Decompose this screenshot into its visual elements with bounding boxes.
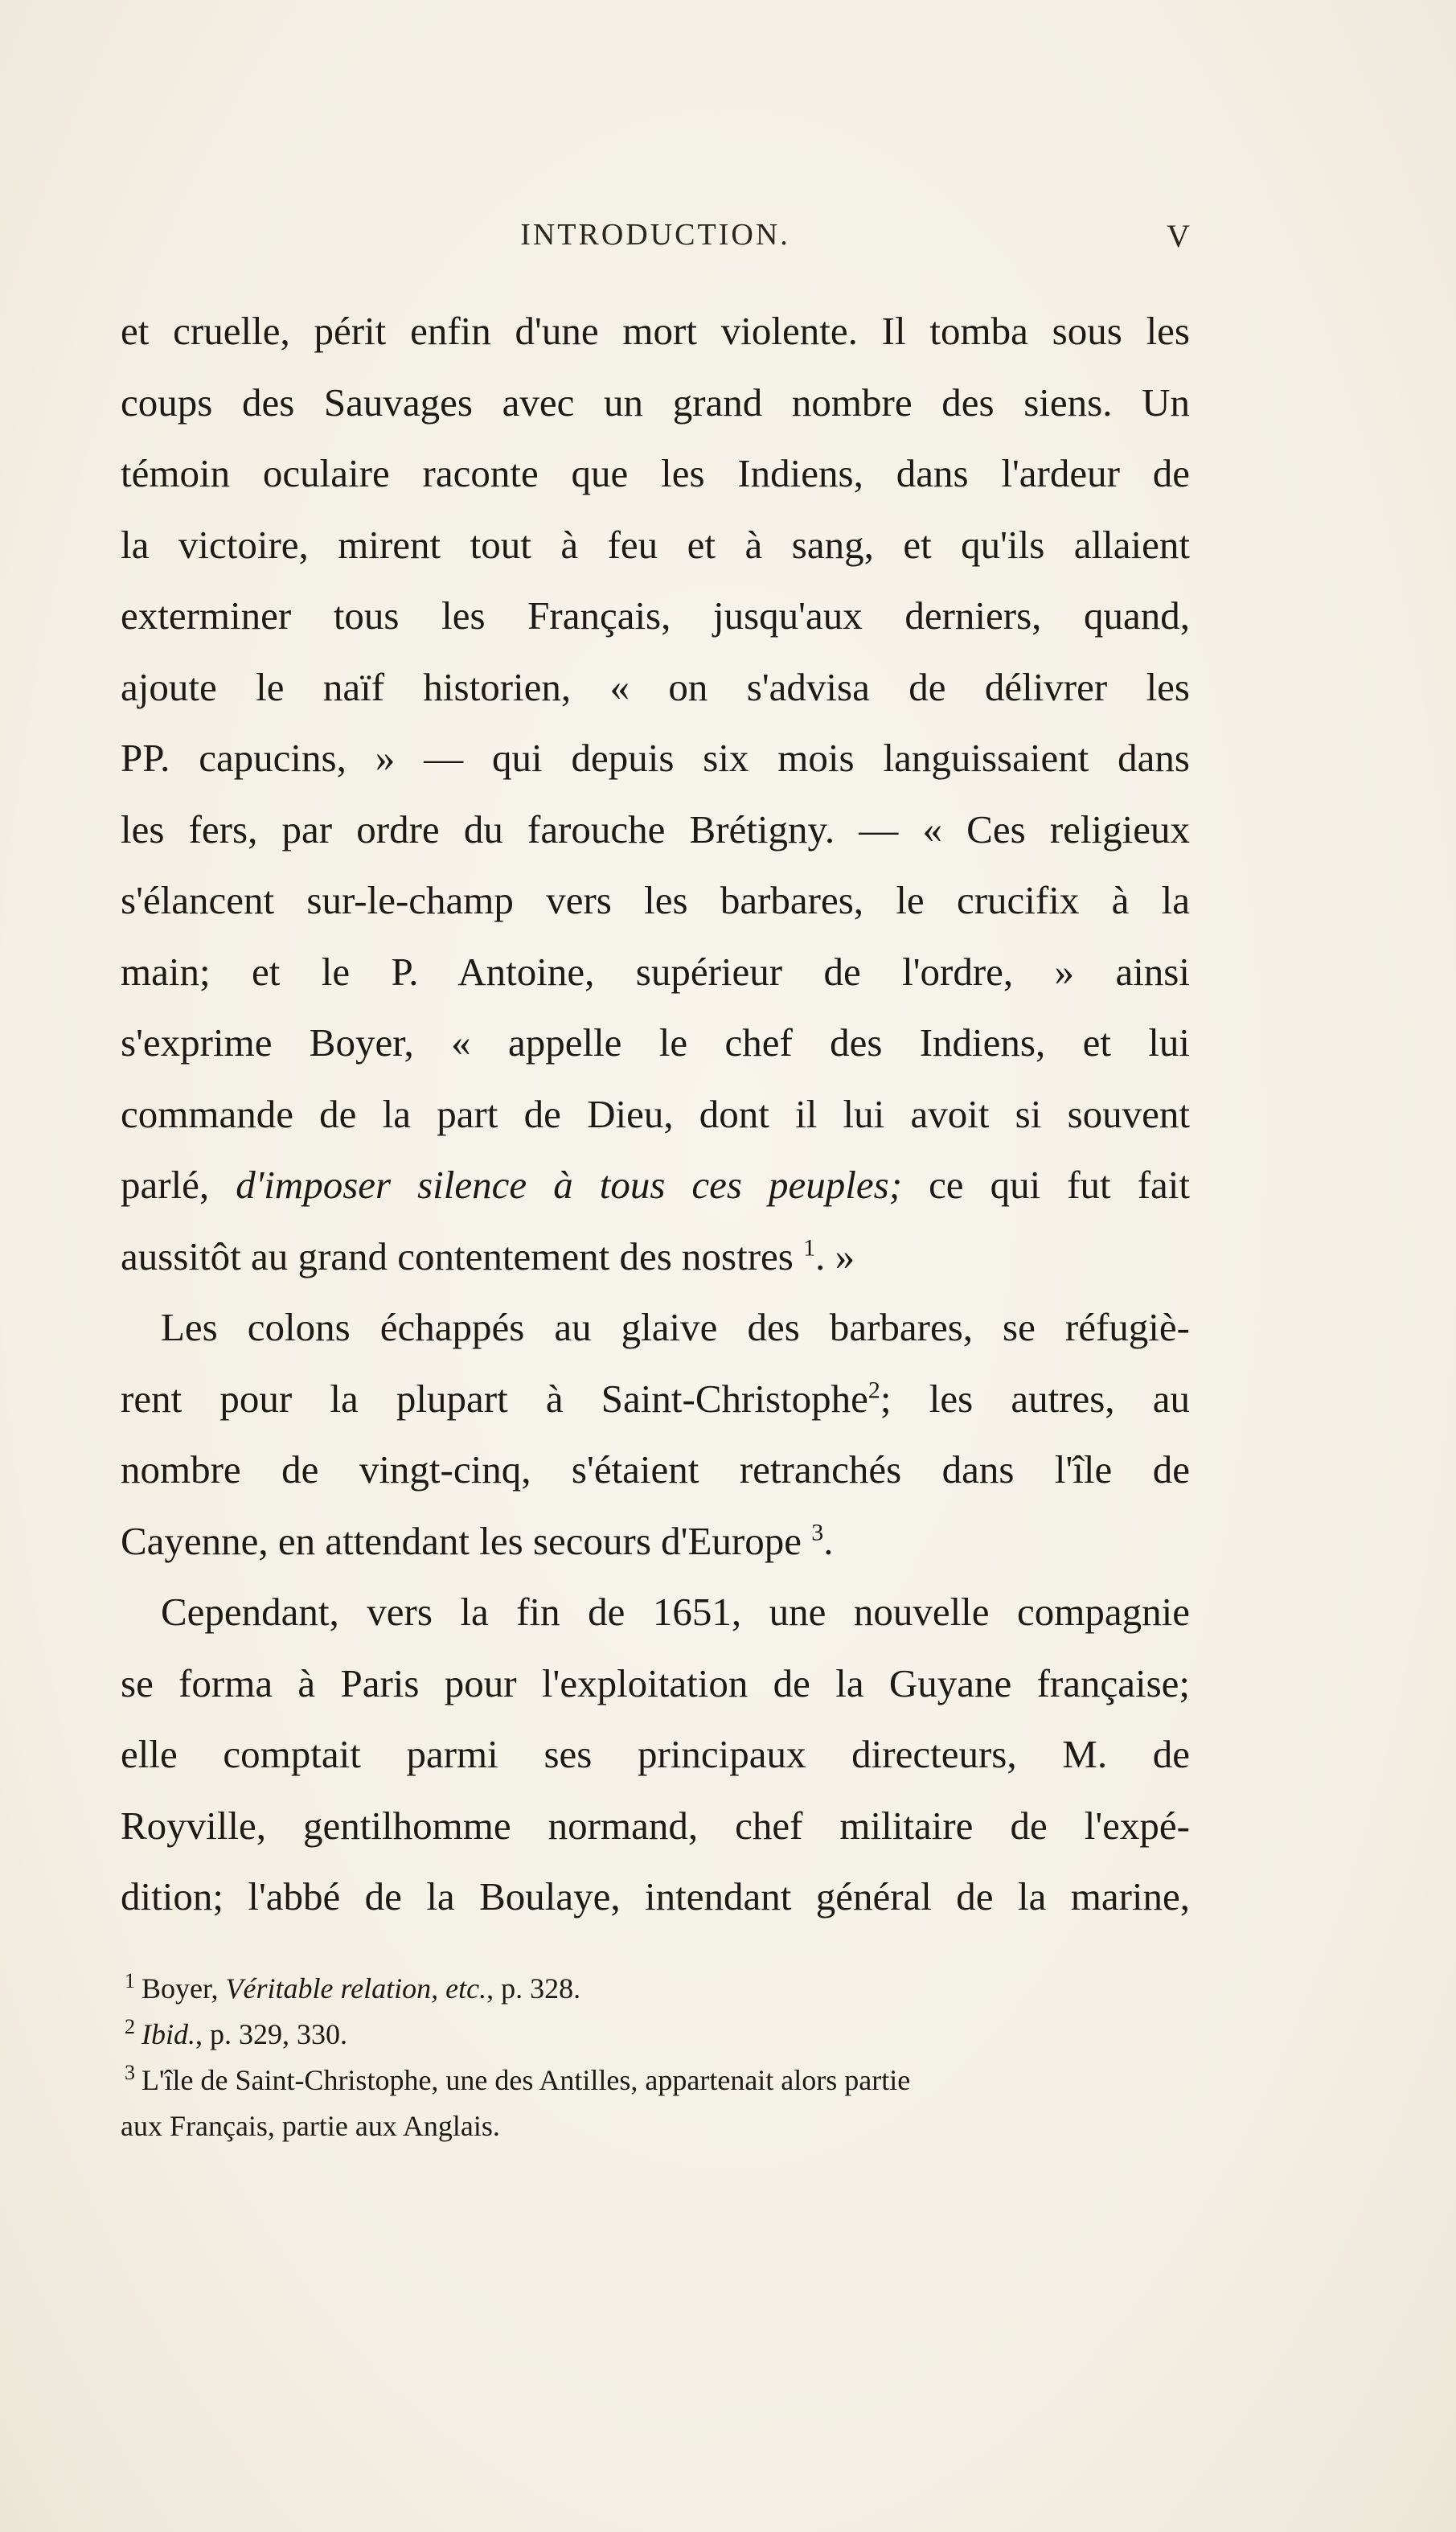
running-header (121, 217, 1190, 265)
text-segment: ce qui fut fait (929, 1163, 1190, 1207)
page-number: V (1167, 218, 1190, 254)
footnote-ref-2[interactable]: 2 (867, 1377, 880, 1404)
text-line (121, 1221, 1190, 1293)
text-segment: parlé, (121, 1163, 210, 1207)
footnote-2 (121, 2012, 1190, 2058)
text-segment: rent pour la plupart à Saint-Christophe (121, 1376, 868, 1421)
text-line: commande de la part de Dieu, dont il lui avoit si souvent (121, 1091, 1190, 1136)
text-line (121, 1506, 1190, 1578)
text-line (121, 1150, 1190, 1221)
footnote-number: 2 (125, 2015, 135, 2038)
text-segment: , p. 328. (486, 1972, 581, 2005)
footnote-3 (121, 2058, 1190, 2103)
text-line: Royville, gentilhomme normand, chef militaire de l'expé- (121, 1803, 1190, 1848)
text-line: et cruelle, périt enfin d'une mort violente. Il tomba sous les (121, 309, 1190, 353)
text-segment: . » (815, 1233, 855, 1278)
text-segment: aussitôt au grand contentement des nostres (121, 1233, 794, 1278)
footnote-ref-1[interactable]: 1 (803, 1234, 816, 1262)
text-line: coups des Sauvages avec un grand nombre des siens. Un (121, 380, 1190, 425)
text-segment: Boyer, (141, 1972, 219, 2005)
italic-ibid: Ibid. (141, 2018, 195, 2050)
text-line (121, 1364, 1190, 1435)
footnote-1 (121, 1966, 1190, 2012)
text-line: elle comptait parmi ses principaux directeurs, M. de (121, 1732, 1190, 1776)
text-line: témoin oculaire raconte que les Indiens, dans l'ardeur de (121, 451, 1190, 495)
footnote-3-continuation: aux Français, partie aux Anglais. (121, 2110, 500, 2142)
text-segment: ; les autres, au (880, 1376, 1190, 1421)
text-line: les fers, par ordre du farouche Brétigny. — « Ces religieux (121, 806, 1190, 852)
text-line: Cependant, vers la fin de 1651, une nouvelle compagnie (161, 1590, 1190, 1634)
text-line: PP. capucins, » — qui depuis six mois languissaient dans (121, 736, 1190, 780)
text-segment: Cayenne, en attendant les secours d'Europe (121, 1518, 802, 1563)
footnote-ref-3[interactable]: 3 (811, 1519, 824, 1546)
text-line: Les colons échappés au glaive des barbares, se réfugiè- (161, 1305, 1190, 1349)
text-line: se forma à Paris pour l'exploitation de la Guyane française; (121, 1660, 1190, 1705)
italic-title: Véritable relation, etc. (225, 1972, 487, 2005)
main-text (121, 296, 1190, 1933)
italic-quote: d'imposer silence à tous ces peuples; (236, 1163, 903, 1207)
text-line: s'élancent sur-le-champ vers les barbares, le crucifix à la (121, 878, 1190, 922)
text-line: dition; l'abbé de la Boulaye, intendant général de la marine, (121, 1874, 1190, 1918)
text-segment: L'île de Saint-Christophe, une des Antilles, appartenait alors partie (141, 2064, 911, 2096)
text-segment: , p. 329, 330. (195, 2018, 347, 2050)
footnote-number: 3 (125, 2061, 135, 2084)
text-segment: . (823, 1518, 834, 1563)
text-line: exterminer tous les Français, jusqu'aux derniers, quand, (121, 593, 1190, 638)
text-line: la victoire, mirent tout à feu et à sang, et qu'ils allaient (121, 522, 1190, 567)
footnotes (121, 1966, 1190, 2149)
text-line: ajoute le naïf historien, « on s'advisa de délivrer les (121, 664, 1190, 709)
running-title: INTRODUCTION. (520, 218, 790, 252)
text-line: main; et le P. Antoine, supérieur de l'ordre, » ainsi (121, 949, 1190, 994)
text-line: nombre de vingt-cinq, s'étaient retranchés dans l'île de (121, 1447, 1190, 1492)
footnote-number: 1 (125, 1969, 135, 1992)
text-line: s'exprime Boyer, « appelle le chef des Indiens, et lui (121, 1020, 1190, 1065)
